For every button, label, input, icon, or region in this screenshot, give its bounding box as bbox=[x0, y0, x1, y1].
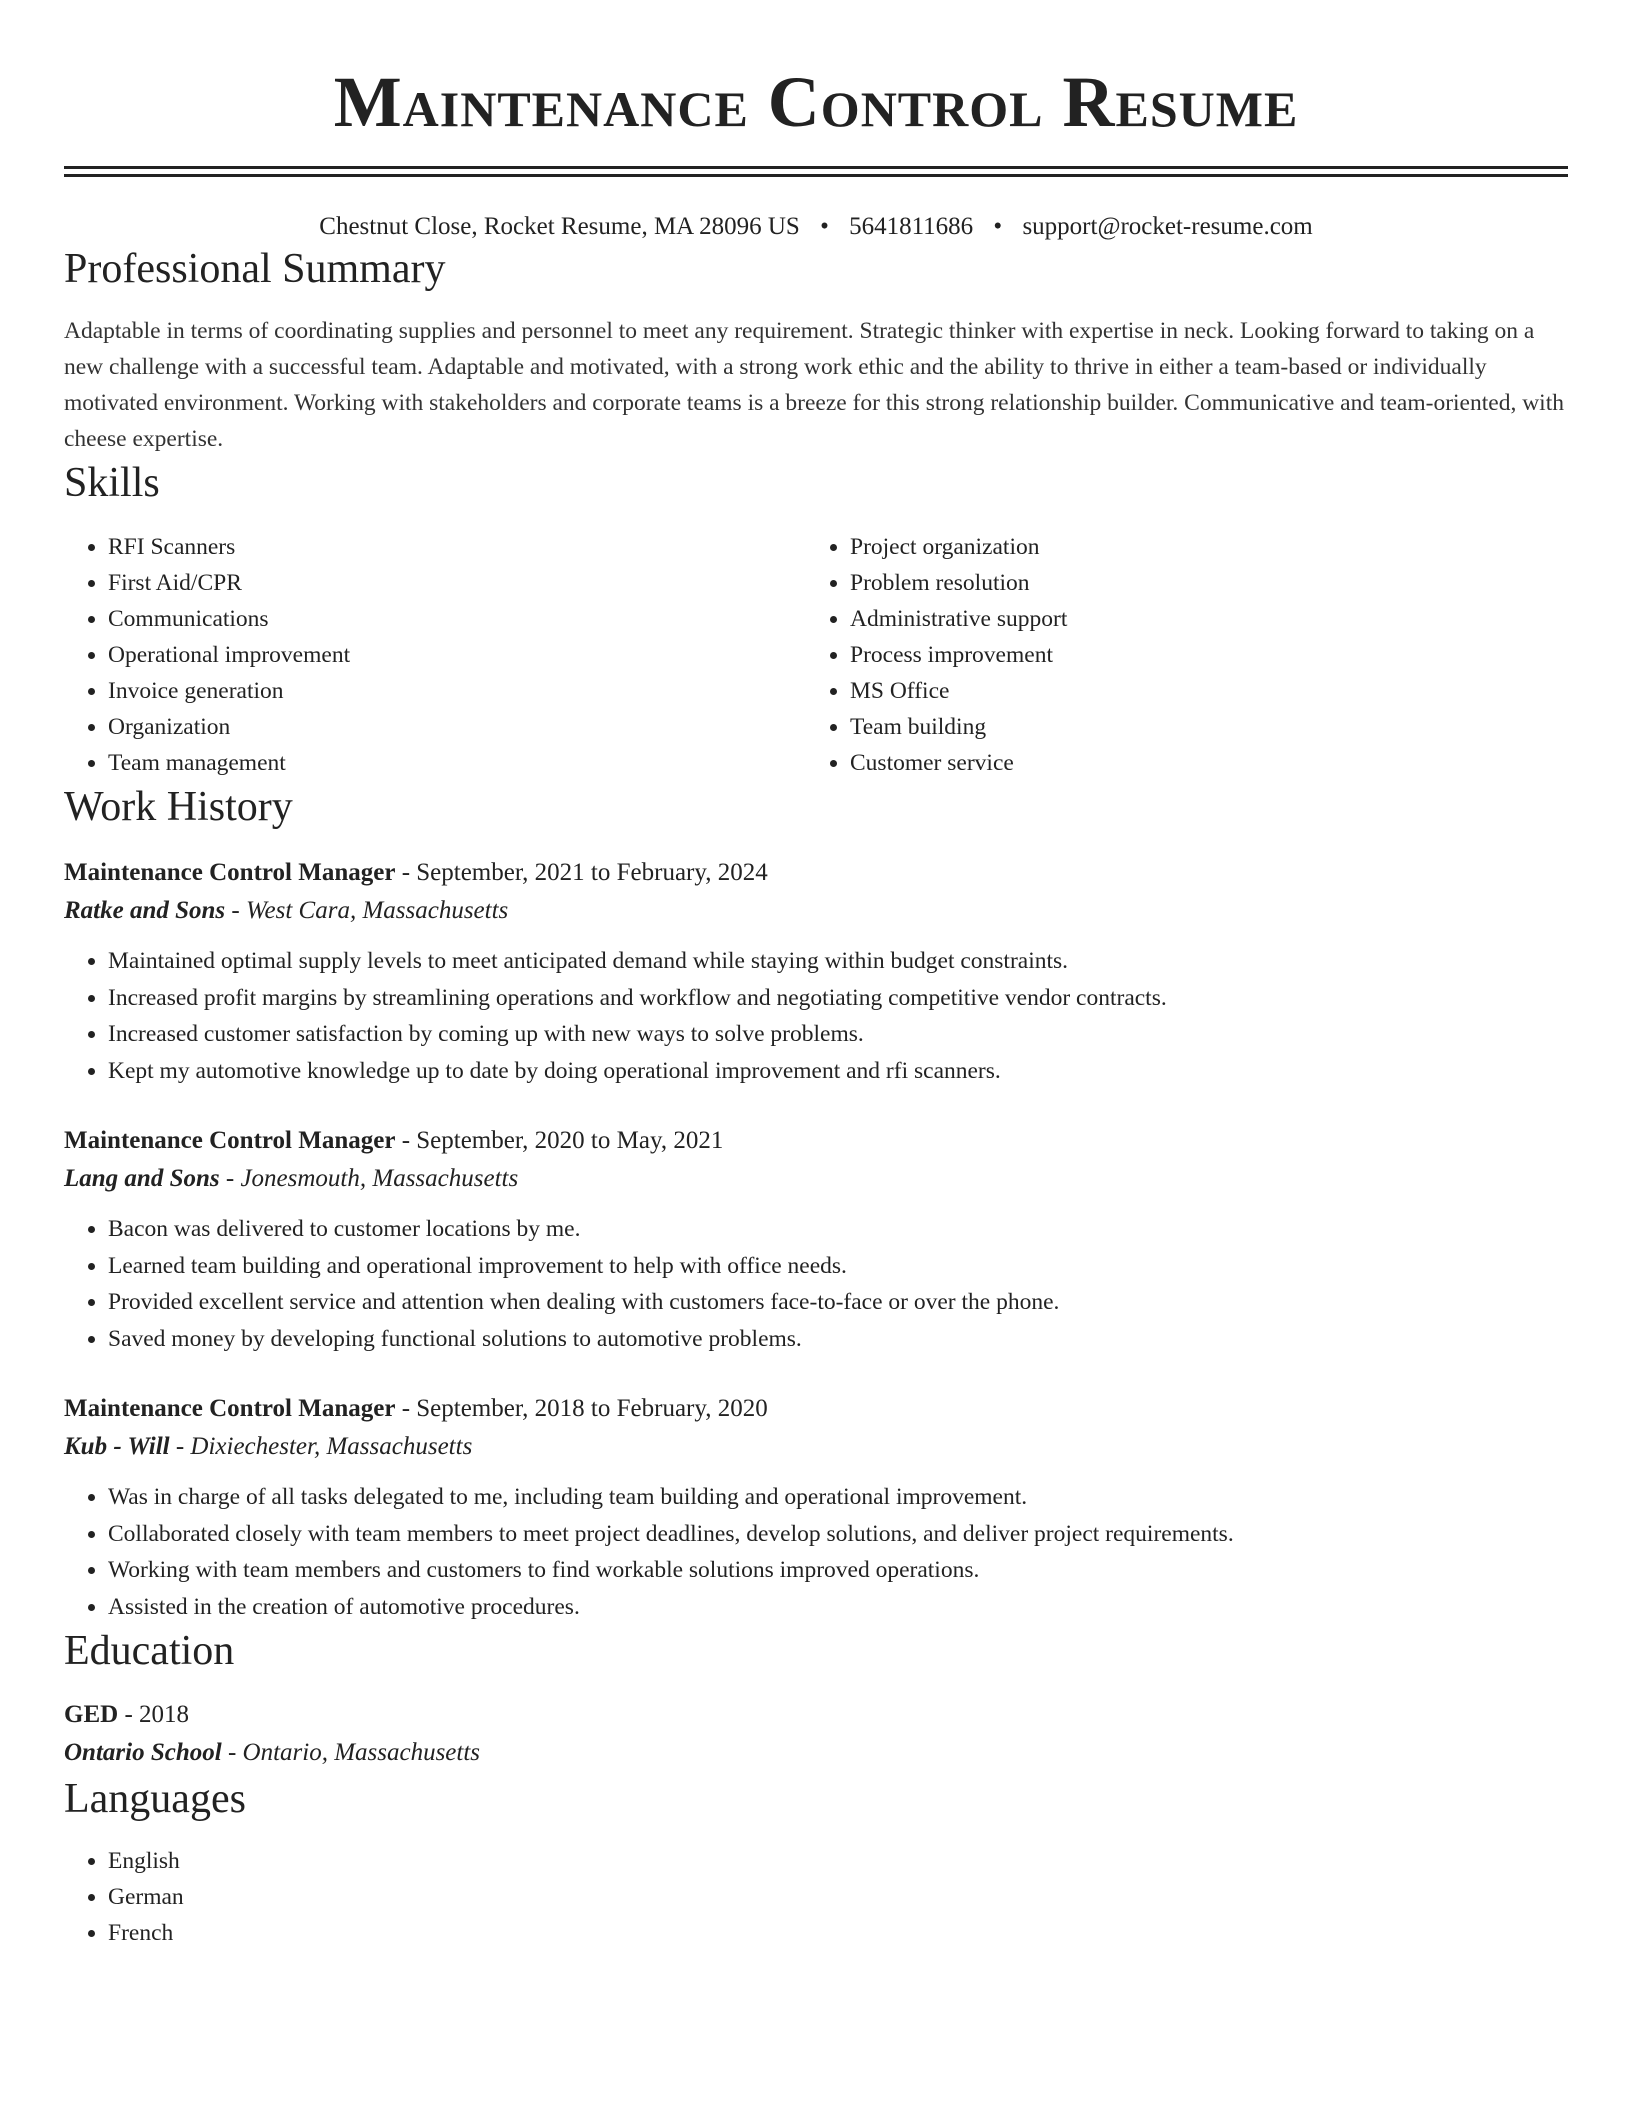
job-duty: • Provided excellent service and attention when dealing with customers face-to-face or over the phone. bbox=[108, 1284, 1568, 1321]
job-title: Maintenance Control Manager bbox=[64, 1127, 396, 1154]
job-duty: • Was in charge of all tasks delegated to me, including team building and operational improvement. bbox=[108, 1479, 1568, 1516]
skill-item: • Organization bbox=[108, 709, 806, 745]
skill-item: • MS Office bbox=[850, 673, 1550, 709]
skill-item: • RFI Scanners bbox=[108, 529, 806, 565]
skill-item: • Operational improvement bbox=[108, 637, 806, 673]
summary-heading: Professional Summary bbox=[64, 246, 446, 292]
job-company-line bbox=[64, 1159, 1568, 1199]
education-entry bbox=[64, 1697, 1568, 1773]
job-duties-list bbox=[64, 1211, 1568, 1357]
summary-text: Adaptable in terms of coordinating supplies and personnel to meet any requirement. Strategic thinker with expertise in neck. Looking forward to taking on a new challenge with a successful team. Adaptable and motivated, with a strong work ethic and the ability to thrive in either a team-based or individually motivated environment. Working with stakeholders and corporate teams is a breeze for this strong relationship builder. Communicative and team-oriented, with cheese expertise. bbox=[64, 318, 1564, 452]
job-duty: • Bacon was delivered to customer locations by me. bbox=[108, 1211, 1568, 1248]
school-line bbox=[64, 1733, 1568, 1773]
skills-heading: Skills bbox=[64, 460, 160, 506]
contact-line bbox=[64, 211, 1568, 243]
contact-email: support@rocket-resume.com bbox=[1022, 213, 1313, 240]
skill-item: • Team management bbox=[108, 745, 806, 781]
job-entry bbox=[64, 1123, 1568, 1357]
job-duty: • Increased profit margins by streamlining operations and workflow and negotiating competitive vendor contracts. bbox=[108, 980, 1568, 1017]
skill-item: • Team building bbox=[850, 709, 1550, 745]
contact-separator: • bbox=[820, 213, 829, 240]
resume-title: Maintenance Control Resume bbox=[333, 62, 1299, 142]
job-dates: - September, 2020 to May, 2021 bbox=[395, 1127, 724, 1154]
job-entry bbox=[64, 1391, 1568, 1625]
job-company-line bbox=[64, 891, 1568, 931]
skill-item: • Invoice generation bbox=[108, 673, 806, 709]
job-duty: • Maintained optimal supply levels to meet anticipated demand while staying within budget constraints. bbox=[108, 943, 1568, 980]
job-duty: • Increased customer satisfaction by coming up with new ways to solve problems. bbox=[108, 1016, 1568, 1053]
job-location: - Jonesmouth, Massachusetts bbox=[219, 1165, 519, 1192]
job-duty: • Collaborated closely with team members to meet project deadlines, develop solutions, and deliver project requirements. bbox=[108, 1516, 1568, 1553]
skill-item: • Problem resolution bbox=[850, 565, 1550, 601]
job-company: Ratke and Sons bbox=[64, 897, 226, 924]
degree-line bbox=[64, 1697, 1568, 1733]
languages-section bbox=[64, 1843, 1568, 1951]
languages-list bbox=[64, 1843, 1568, 1951]
resume-page bbox=[64, 0, 1568, 1951]
job-duties-list bbox=[64, 943, 1568, 1089]
job-title: Maintenance Control Manager bbox=[64, 1395, 396, 1422]
job-location: - West Cara, Massachusetts bbox=[225, 897, 509, 924]
skill-item: • Communications bbox=[108, 601, 806, 637]
contact-phone: 5641811686 bbox=[849, 213, 974, 240]
job-duty: • Learned team building and operational improvement to help with office needs. bbox=[108, 1248, 1568, 1285]
job-title: Maintenance Control Manager bbox=[64, 859, 396, 886]
skill-item: • Project organization bbox=[850, 529, 1550, 565]
skill-item: • Administrative support bbox=[850, 601, 1550, 637]
job-company: Kub - Will bbox=[64, 1433, 170, 1460]
work-history-heading: Work History bbox=[64, 784, 293, 830]
skill-item: • Customer service bbox=[850, 745, 1550, 781]
language-item: • French bbox=[108, 1915, 1568, 1951]
job-entry bbox=[64, 855, 1568, 1089]
job-company: Lang and Sons bbox=[64, 1165, 220, 1192]
job-duty: • Kept my automotive knowledge up to date by doing operational improvement and rfi scanners. bbox=[108, 1053, 1568, 1090]
job-title-line bbox=[64, 1391, 1568, 1427]
job-location: - Dixiechester, Massachusetts bbox=[169, 1433, 473, 1460]
job-title-line bbox=[64, 855, 1568, 891]
contact-address: Chestnut Close, Rocket Resume, MA 28096 US bbox=[319, 213, 800, 240]
title-double-rule bbox=[64, 166, 1568, 177]
job-duties-list bbox=[64, 1479, 1568, 1625]
languages-heading: Languages bbox=[64, 1776, 246, 1822]
degree-year: - 2018 bbox=[118, 1701, 190, 1728]
skills-columns bbox=[64, 529, 1568, 781]
school-location: - Ontario, Massachusetts bbox=[221, 1739, 481, 1766]
degree: GED bbox=[64, 1701, 119, 1728]
job-title-line bbox=[64, 1123, 1568, 1159]
language-item: • German bbox=[108, 1879, 1568, 1915]
education-heading: Education bbox=[64, 1628, 235, 1674]
skill-item: • Process improvement bbox=[850, 637, 1550, 673]
skill-item: • First Aid/CPR bbox=[108, 565, 806, 601]
skills-right-list bbox=[806, 529, 1550, 781]
contact-separator: • bbox=[993, 213, 1003, 240]
job-company-line bbox=[64, 1427, 1568, 1467]
job-dates: - September, 2021 to February, 2024 bbox=[395, 859, 768, 886]
job-duty: • Working with team members and customers to find workable solutions improved operations. bbox=[108, 1552, 1568, 1589]
skills-left-list bbox=[64, 529, 806, 781]
job-dates: - September, 2018 to February, 2020 bbox=[395, 1395, 768, 1422]
language-item: • English bbox=[108, 1843, 1568, 1879]
job-duty: • Assisted in the creation of automotive procedures. bbox=[108, 1589, 1568, 1626]
job-duty: • Saved money by developing functional solutions to automotive problems. bbox=[108, 1321, 1568, 1358]
school-name: Ontario School bbox=[64, 1739, 222, 1766]
